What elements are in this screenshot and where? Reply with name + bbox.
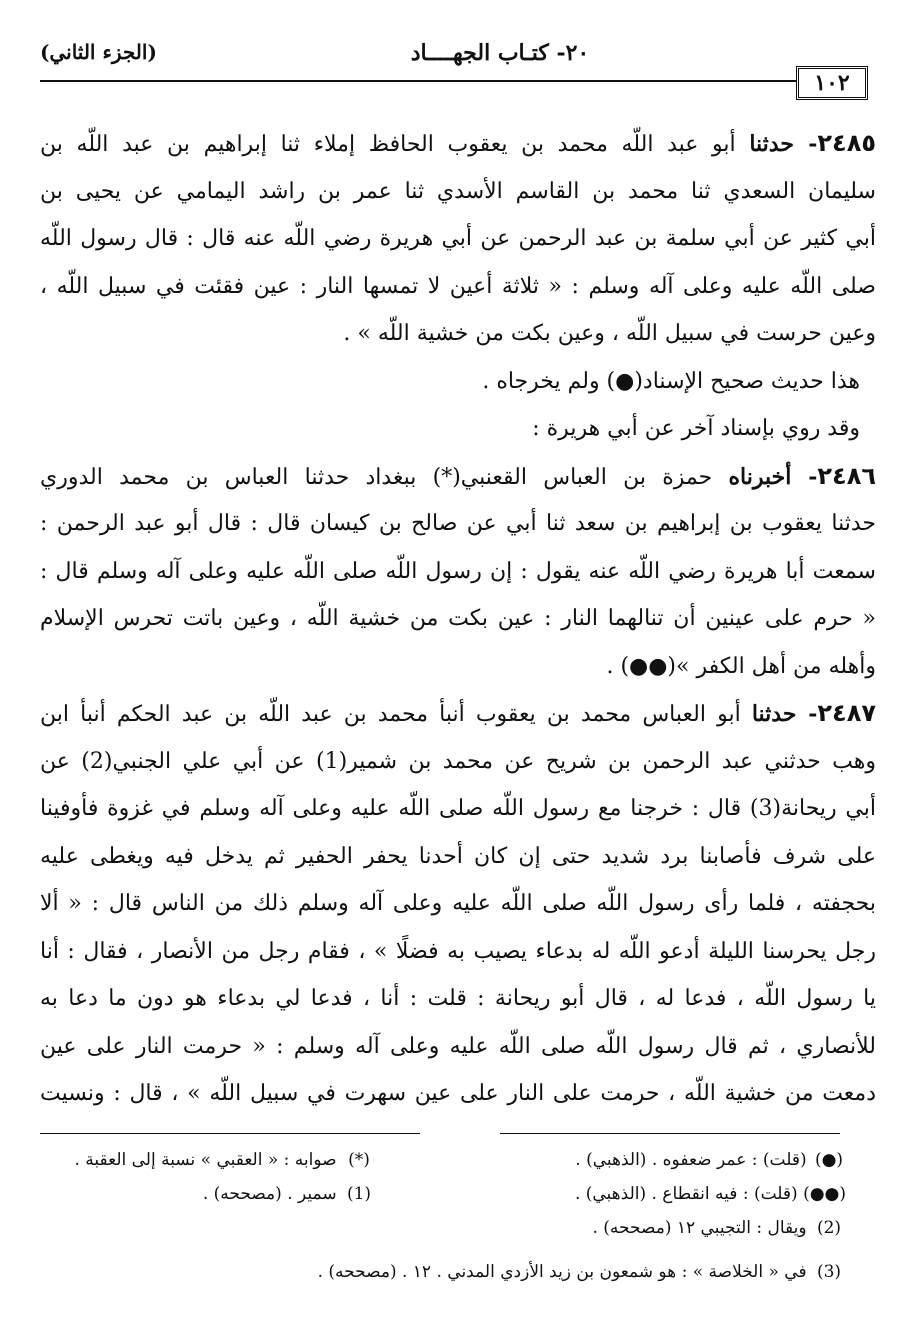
hadith-2487-line-6: رجل يحرسنا الليلة أدعو اللّه له بدعاء يصيب به فضلًا » ، فقام رجل من الأنصار ، فقال : أنا: [40, 938, 876, 964]
footnote-mark: (●●): [803, 1184, 846, 1204]
hadith-2487-line-1: ٢٤٨٧- حدثنا أبو العباس محمد بن يعقوب أنبأ محمد بن عبد اللّه بن عبد الحكم أنبأ ابن: [40, 699, 876, 727]
footnote-mark: (3): [816, 1262, 842, 1282]
hadith-2486-line-3: سمعت أبا هريرة رضي اللّه عنه يقول : إن رسول اللّه صلى اللّه عليه وعلى آله وسلم قال :: [40, 558, 876, 584]
footnote-rule-right: [500, 1133, 840, 1134]
main-text: [40, 120, 876, 1118]
footnote-mark: (1): [346, 1184, 372, 1204]
hadith-2487-line-3: أبي ريحانة(3) قال : خرجنا مع رسول اللّه صلى اللّه عليه وعلى آله وسلم في غزوة فأوفينا: [40, 796, 876, 821]
footnote-text: (قلت) : عمر ضعفوه . (الذهبي) .: [575, 1150, 807, 1170]
hadith-number: ٢٤٨٧: [817, 699, 876, 727]
hadith-2485-line-5: وعين حرست في سبيل اللّه ، وعين بكت من خشية اللّه » .: [343, 321, 876, 346]
hadith-text: أبو العباس محمد بن يعقوب أنبأ محمد بن عبد اللّه بن عبد الحكم أنبأ ابن: [40, 702, 741, 727]
hadith-text: أبو عبد اللّه محمد بن يعقوب الحافظ إملاء ثنا إبراهيم بن عبد اللّه بن: [40, 132, 736, 157]
footnote-mark: (●): [814, 1150, 844, 1170]
hadith-2486-line-5: وأهله من أهل الكفر »(●●) .: [606, 653, 876, 679]
footnote-mark: (2): [816, 1218, 842, 1238]
header-rule: [40, 80, 840, 82]
footnote-text: في « الخلاصة » : هو شمعون بن زيد الأزدي المدني . ١٢ . (مصححه) .: [317, 1262, 807, 1282]
hadith-2486-line-2: حدثنا يعقوب بن إبراهيم بن سعد ثنا أبي عن صالح بن كيسان قال : قال أبو عبد الرحمن :: [40, 511, 876, 536]
footnote-text: ويقال : التجيبي ١٢ (مصححه) .: [592, 1218, 807, 1238]
hadith-2485-line-2: سليمان السعدي ثنا محمد بن القاسم الأسدي ثنا عمر بن راشد اليمامي عن يحيى بن: [40, 178, 876, 204]
footnote: [318, 1258, 846, 1286]
footnote: [575, 1146, 846, 1174]
running-header: [40, 38, 876, 70]
hadith-text: حمزة بن العباس القعنبي(*) ببغداد حدثنا العباس بن محمد الدوري: [40, 464, 713, 490]
footnote-text: (قلت) : فيه انقطاع . (الذهبي) .: [574, 1184, 798, 1204]
footnote: [74, 1146, 376, 1174]
hadith-2485-transition: وقد روي بإسناد آخر عن أبي هريرة :: [532, 416, 860, 441]
hadith-opening: حدثنا: [749, 131, 794, 157]
hadith-2486-line-1: ٢٤٨٦- أخبرناه حمزة بن العباس القعنبي(*) ببغداد حدثنا العباس بن محمد الدوري: [40, 461, 876, 490]
hadith-opening: أخبرناه: [728, 463, 792, 490]
footnote-mark: (*): [348, 1150, 370, 1170]
hadith-2485-line-4: صلى اللّه عليه وعلى آله وسلم : « ثلاثة أعين لا تمسها النار : عين فقئت في سبيل اللّه ،: [40, 273, 876, 299]
hadith-number: ٢٤٨٥: [817, 129, 876, 157]
hadith-2487-line-9: دمعت من خشية اللّه ، حرمت على النار على عين سهرت في سبيل اللّه » ، قال : ونسيت: [40, 1081, 876, 1106]
footnote: [592, 1214, 846, 1242]
hadith-2485-line-3: أبي كثير عن أبي سلمة بن عبد الرحمن عن أبي هريرة رضي اللّه عنه قال : قال رسول اللّه: [40, 226, 876, 251]
hadith-2487-line-8: للأنصاري ، ثم قال رسول اللّه صلى اللّه عليه وعلى آله وسلم : « حرمت النار على عين: [40, 1033, 876, 1059]
hadith-number: ٢٤٨٦: [817, 461, 876, 490]
footnote-rule-left: [40, 1133, 420, 1134]
footnote-text: صوابه : « العقبي » نسبة إلى العقبة .: [74, 1150, 337, 1170]
hadith-2486-line-4: « حرم على عينين أن تنالهما النار : عين بكت من خشية اللّه ، وعين باتت تحرس الإسلام: [40, 606, 876, 631]
hadith-2487-line-2: وهب حدثني عبد الرحمن بن شريح عن محمد بن شمير(1) عن أبي علي الجنبي(2) عن: [40, 748, 876, 774]
hadith-2487-line-4: على شرف فأصابنا برد شديد حتى إن كان أحدنا يحفر الحفير ثم يدخل فيه ويغطى عليه: [40, 843, 876, 869]
book-title: ٢٠- كتـاب الجهــــاد: [410, 40, 590, 66]
hadith-2485-line-1: ٢٤٨٥- حدثنا أبو عبد اللّه محمد بن يعقوب الحافظ إملاء ثنا إبراهيم بن عبد اللّه بن: [40, 129, 876, 157]
hadith-2487-line-5: بحجفته ، فلما رأى رسول اللّه صلى اللّه عليه وعلى آله وسلم ذلك من الناس قال : « ألا: [40, 891, 876, 916]
footnote-text: سمير . (مصححه) .: [202, 1184, 337, 1204]
footnote: [203, 1180, 376, 1208]
page-number: ١٠٢: [796, 66, 868, 100]
volume-label: (الجزء الثاني): [40, 40, 157, 64]
hadith-opening: حدثنا: [751, 701, 797, 727]
hadith-2485-grading: هذا حديث صحيح الإسناد(●) ولم يخرجاه .: [482, 368, 860, 394]
footnote: [575, 1180, 846, 1208]
hadith-2487-line-7: يا رسول اللّه ، فدعا له ، قال أبو ريحانة : قلت : أنا ، فدعا لي بدعاء هو دون ما دعا به: [40, 986, 876, 1011]
